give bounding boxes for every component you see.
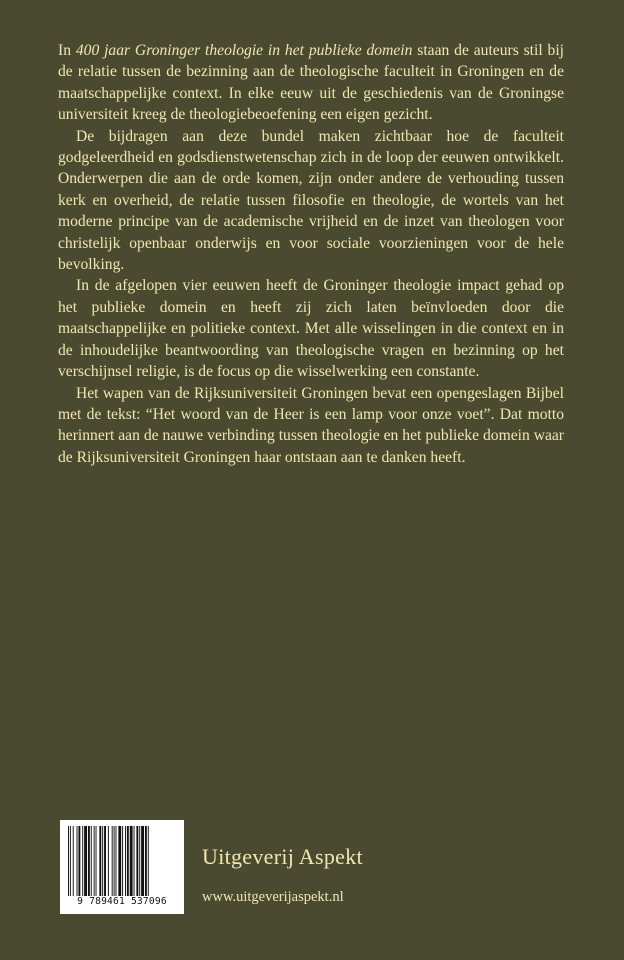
isbn-number: 9 789461 537096 [77,896,167,907]
blurb-text [58,40,564,468]
paragraph-4: Het wapen van de Rijksuniversiteit Groningen bevat een opengeslagen Bijbel met de tekst: “Het woord van de Heer is een lamp voor onze voet”. Dat motto herinnert aan de nauwe verbinding tussen theologie en het publieke domein waar de Rijksuniversiteit Groningen haar ontstaan aan te danken heeft. [58,384,564,466]
barcode-bars-icon [68,826,176,896]
publisher-website: www.uitgeverijaspekt.nl [202,889,344,905]
barcode [60,820,184,914]
paragraph-3: In de afgelopen vier eeuwen heeft de Groninger theologie impact gehad op het publieke domein en heeft zij zich laten beïnvloeden door die maatschappelijke en politieke context. Met alle wisselingen in die context en in de inhoudelijke beantwoording van theologische vragen en bezinning op het verschijnsel religie, is de focus op die wisselwerking een constante. [58,277,564,381]
paragraph-2: De bijdragen aan deze bundel maken zichtbaar hoe de faculteit godgeleerdheid en godsdienstwetenschap zich in de loop der eeuwen ontwikkelt. Onderwerpen die aan de orde komen, zijn onder andere de verhouding tussen kerk en overheid, de relatie tussen filosofie en theologie, de wortels van het moderne principe van de academische vrijheid en de inzet van theologen voor christelijk openbaar onderwijs en voor sociale voorzieningen voor de hele bevolking. [58,127,564,274]
paragraph-1-rest: staan de auteurs stil bij de relatie tussen de bezinning aan de theologische faculteit in Groningen en de maatschappelijke context. In elke eeuw uit de geschiedenis van de Groningse universiteit kreeg de theologiebeoefening een eigen gezicht. [58,42,564,124]
paragraph-1 [58,40,564,126]
publisher-name: Uitgeverij Aspekt [202,844,363,869]
book-title-italic: 400 jaar Groninger theologie in het publieke domein [75,42,413,59]
paragraph-1-lead: In [58,42,76,59]
